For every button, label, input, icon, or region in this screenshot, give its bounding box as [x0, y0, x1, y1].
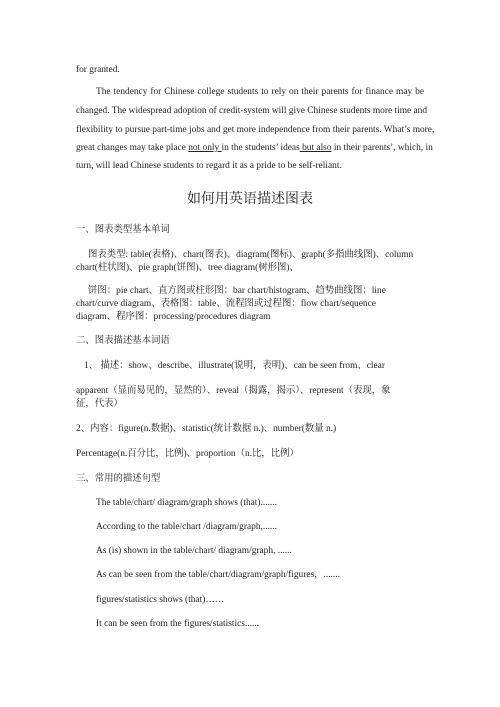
section-2-item-2: 2、内容：figure(n.数据)、statistic(统计数据 n.)、number(数量 n.) [76, 424, 337, 434]
intro-line-2: changed. The widespread adoption of credit-system will give Chinese students more time and [76, 106, 428, 116]
intro-line-4 [76, 142, 433, 155]
intro-underline-not-only: not only [188, 143, 222, 153]
intro-line-1: The tendency for Chinese college students to rely on their parents for finance may be [96, 87, 424, 97]
sentence-pattern-3: As (is) shown in the table/chart/ diagram/graph, ...... [96, 546, 292, 556]
intro-line-3: flexibility to pursue part-time jobs and get more independence from their parents. What’s more, [76, 125, 435, 135]
section-1-p1-line-1: 图表类型: table(表格)、chart(图表)、diagram(图标)、graph(多指曲线图)、column [88, 250, 414, 260]
sentence-pattern-1: The table/chart/ diagram/graph shows (that)....... [96, 498, 277, 508]
intro-line-0: for granted. [76, 65, 120, 75]
intro-underline-but-also: but also [299, 143, 332, 153]
sentence-pattern-6: It can be seen from the figures/statistics...... [96, 619, 259, 629]
sentence-pattern-4: As can be seen from the table/chart/diagram/graph/figures，....... [96, 570, 340, 580]
intro-line-4-b: in the students’ ideas [221, 143, 300, 153]
page-title: 如何用英语描述图表 [187, 192, 313, 207]
section-1-heading: 一、图表类型基本单词 [76, 225, 170, 235]
sentence-pattern-2: According to the table/chart /diagram/graph,...... [96, 522, 277, 532]
section-1-p1-line-2: chart(柱状图)、pie graph(饼图)、tree diagram(树形图)、 [76, 263, 299, 273]
section-1-p2-line-3: diagram、程序图：processing/procedures diagram [76, 312, 271, 322]
section-2-item-1-line-2: apparent（显而易见的，显然的）、reveal（揭露，揭示）、represent（表现，象 [76, 386, 391, 396]
section-1-p2-line-2: chart/curve diagram、表格图：table、流程图或过程图：flow chart/sequence [76, 299, 376, 309]
intro-line-5: turn, will lead Chinese students to regard it as a pride to be self-reliant. [76, 161, 342, 171]
section-2-item-1-line-3: 征，代表） [76, 399, 123, 409]
section-2-item-1-line-1: 1、 描述：show、describe、illustrate(说明，表明)、can be seen from、clear [84, 361, 385, 371]
sentence-pattern-5: figures/statistics shows (that)…… [96, 595, 225, 605]
section-2-heading: 二、图表描述基本词语 [76, 336, 170, 346]
section-3-heading: 三、常用的描述句型 [76, 474, 161, 484]
intro-line-4-a: great changes may take place [76, 143, 189, 153]
section-2-item-3: Percentage(n.百分比，比例)、proportion（n.比，比例） [76, 449, 299, 459]
intro-line-4-c: in their parents’, which, in [331, 143, 433, 153]
section-1-p2-line-1: 饼图：pie chart、直方图或柱形图：bar chart/histogram、趋势曲线图：line [88, 286, 386, 296]
